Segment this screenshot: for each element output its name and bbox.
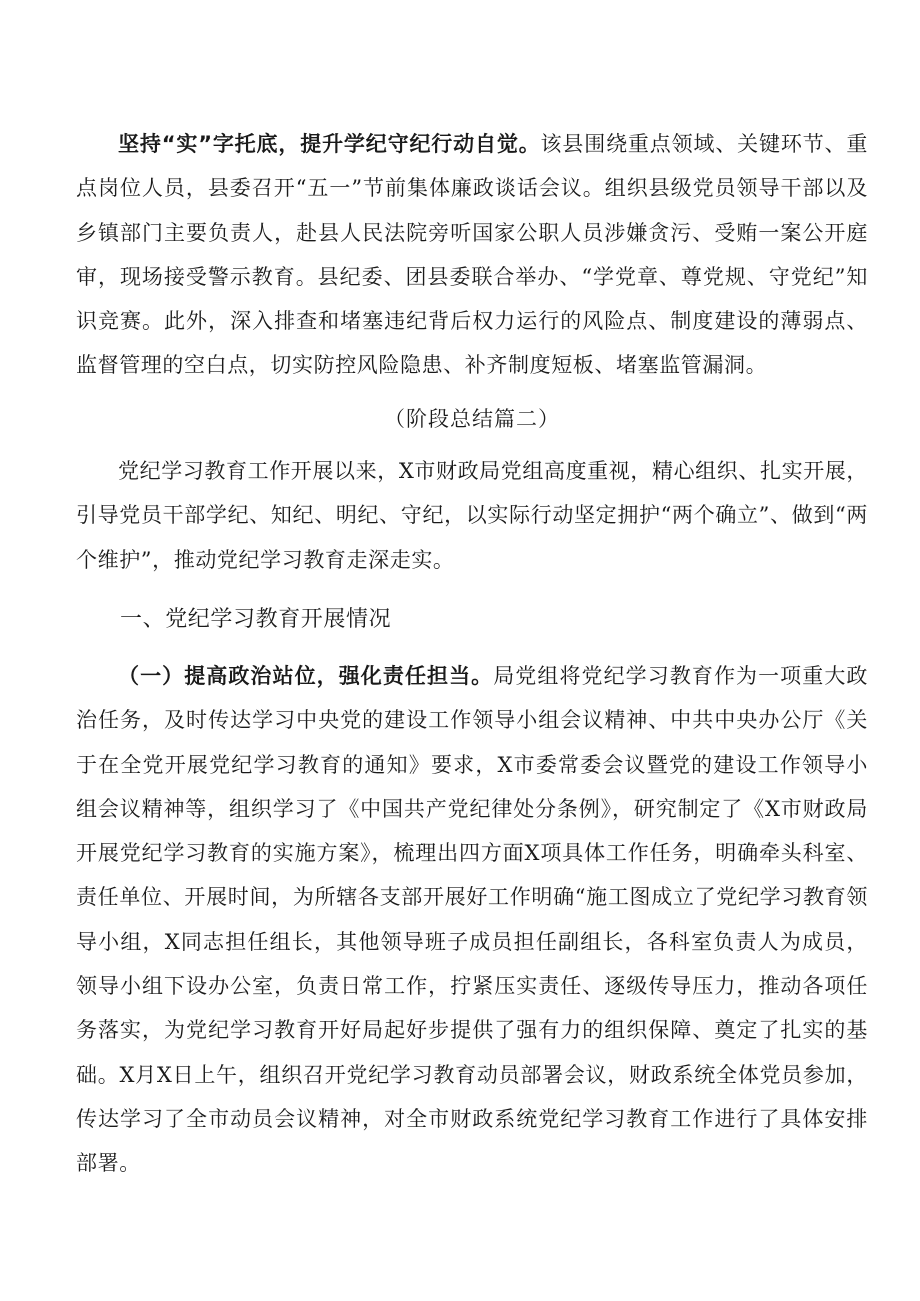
spacer: [76, 388, 868, 397]
paragraph-political-stance: [76, 654, 868, 1186]
paragraph-practical-discipline: [76, 122, 868, 388]
spacer: [76, 582, 868, 598]
paragraph-body-text: 该县围绕重点领域、关键环节、重点岗位人员，县委召开“五一”节前集体廉政谈话会议。组织县级党员领导干部以及乡镇部门主要负责人，赴县人民法院旁听国家公职人员涉嫌贪污、受贿一案公开庭审，现场接受警示教育。县纪委、团县委联合举办、“学党章、尊党规、守党纪”知识竞赛。此外，深入排查和堵塞违纪背后权力运行的风险点、制度建设的薄弱点、监督管理的空白点，切实防控风险隐患、补齐制度短板、堵塞监管漏洞。: [76, 132, 869, 378]
spacer: [76, 441, 868, 449]
paragraph-lead-sentence: （一）提高政治站位，强化责任担当。: [118, 663, 494, 688]
paragraph-introduction: 党纪学习教育工作开展以来，X市财政局党组高度重视，精心组织、扎实开展，引导党员干部学纪、知纪、明纪、守纪，以实际行动坚定拥护“两个确立”、做到“两个维护”，推动党纪学习教育走深走实。: [76, 459, 868, 572]
spacer: [76, 642, 868, 654]
paragraph-body-text: 局党组将党纪学习教育作为一项重大政治任务，及时传达学习中央党的建设工作领导小组会议精神、中共中央办公厅《关于在全党开展党纪学习教育的通知》要求，X市委常委会议暨党的建设工作领导小组会议精神等，组织学习了《中国共产党纪律处分条例》，研究制定了《X市财政局开展党纪学习教育的实施方案》，梳理出四方面X项具体工作任务，明确牵头科室、责任单位、开展时间，为所辖各支部开展好工作明确“施工图成立了党纪学习教育领导小组，X同志担任组长，其他领导班子成员担任副组长，各科室负责人为成员，领导小组下设办公室，负责日常工作，拧紧压实责任、逐级传导压力，推动各项任务落实，为党纪学习教育开好局起好步提供了强有力的组织保障、奠定了扎实的基础。X月X日上午，组织召开党纪学习教育动员部署会议，财政系统全体党员参加，传达学习了全市动员会议精神，对全市财政系统党纪学习教育工作进行了具体安排部署。: [76, 663, 868, 1176]
section-subtitle: （阶段总结篇二）: [384, 406, 560, 431]
document-page: [76, 122, 868, 1186]
paragraph-lead-sentence: 坚持“实”字托底，提升学纪守纪行动自觉。: [118, 132, 541, 156]
section-heading: 一、党纪学习教育开展情况: [120, 606, 392, 632]
